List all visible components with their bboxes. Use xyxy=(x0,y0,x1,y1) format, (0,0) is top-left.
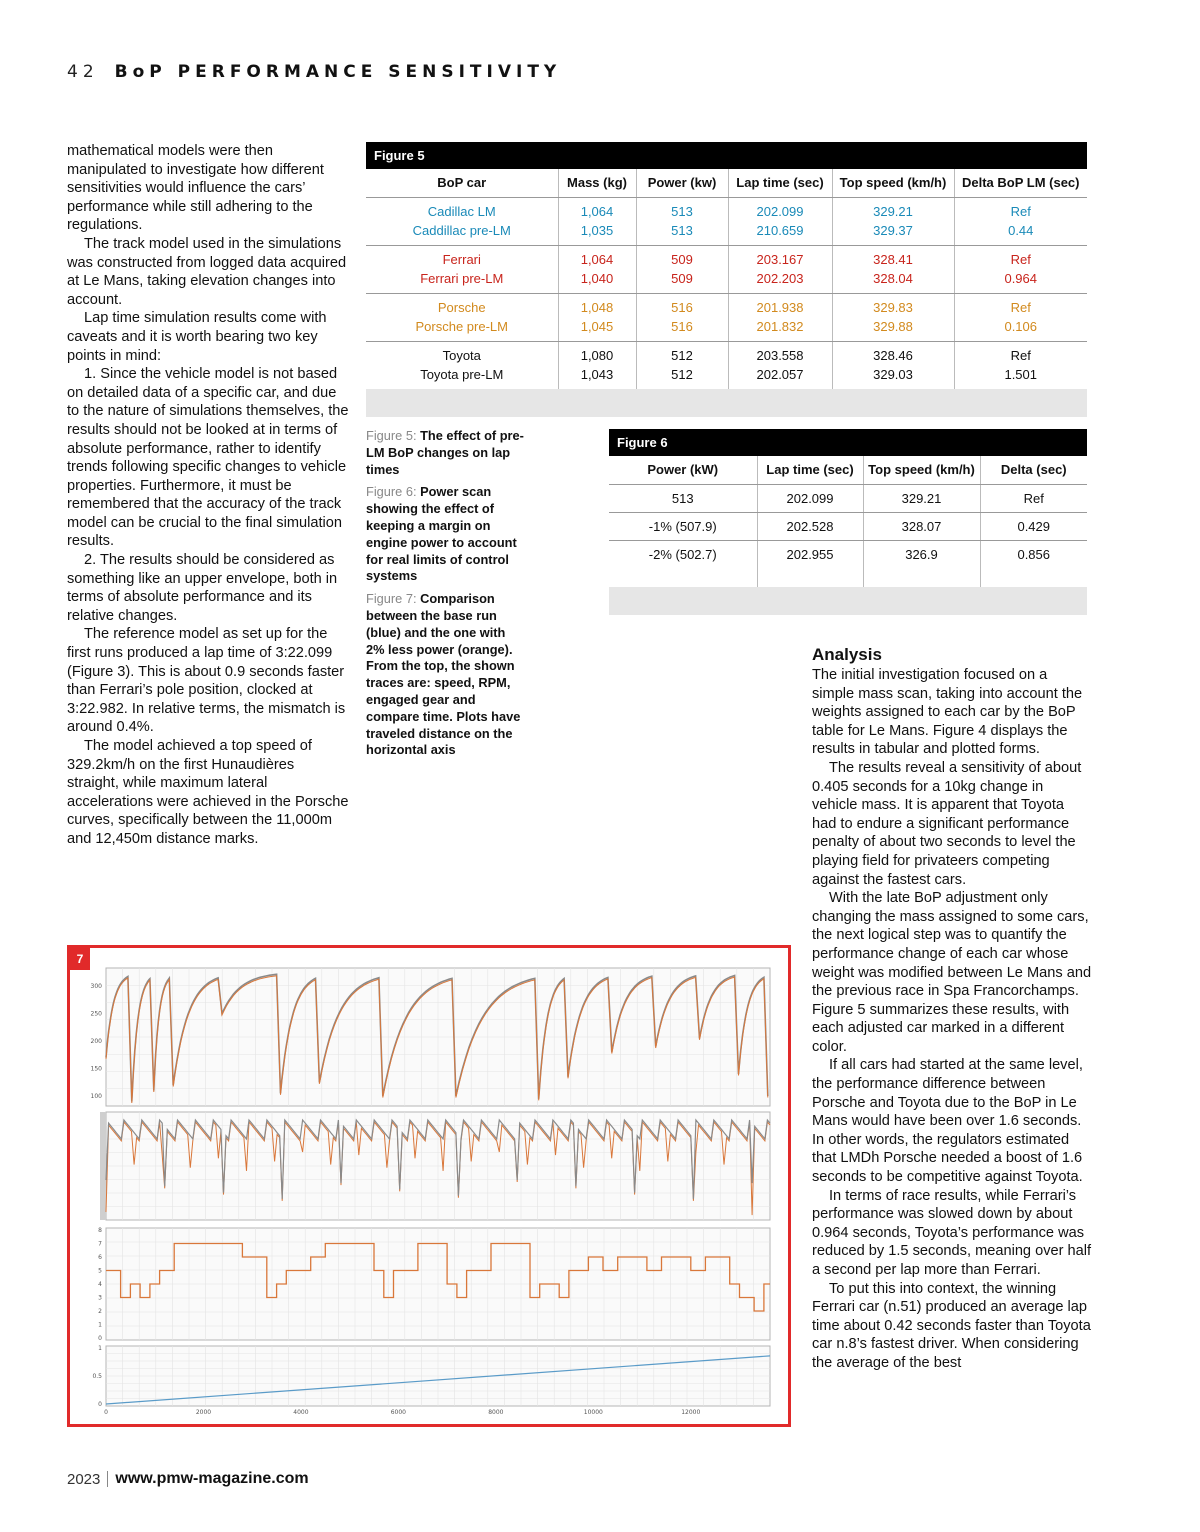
left-column-text xyxy=(67,142,349,849)
body-paragraph: The track model used in the simulations was constructed from logged data acquired at Le Mans, taking elevation changes into account. xyxy=(67,235,347,308)
caption-label: Figure 5: xyxy=(366,428,417,443)
body-paragraph: The results reveal a sensitivity of about 0.405 seconds for a 10kg change in vehicle mass. It is apparent that Toyota had to endure a significant performance penalty of about two seconds to level the playing field for privateers competing against the fastest cars. xyxy=(812,759,1082,888)
table-cell: 1,040 xyxy=(580,271,614,286)
table-cell: 512 xyxy=(671,347,693,363)
body-paragraph: If all cars had started at the same level, the performance difference between Porsche and Toyota due to the BoP in Le Mans would have been over 1.6 seconds. In other words, the regulators estimated that LMDh Porsche needed a boost of 1.6 seconds to be competitive against Toyota. xyxy=(812,1057,1083,1186)
table-cell: 329.03 xyxy=(873,367,913,382)
table-cell: 328.46 xyxy=(873,347,913,363)
table-cell: 326.9 xyxy=(863,540,980,587)
table-cell: Ref xyxy=(1010,299,1031,315)
table-cell: 329.21 xyxy=(873,203,913,219)
figure-6-footer-bar xyxy=(609,587,1087,615)
table-row-toyota xyxy=(366,341,1087,389)
distance-tick-label: 12000 xyxy=(681,1409,701,1416)
speed-tick-label: 200 xyxy=(90,1038,102,1045)
speed-tick-label: 100 xyxy=(90,1093,102,1100)
table-cell: 0.106 xyxy=(1004,319,1038,334)
gear-tick-label: 5 xyxy=(98,1267,102,1275)
distance-tick-label: 10000 xyxy=(583,1409,603,1416)
table-cell: 1,064 xyxy=(580,251,614,267)
table-cell: Caddillac pre-LM xyxy=(412,223,511,238)
footer-divider xyxy=(107,1471,108,1487)
table-cell: 202.955 xyxy=(757,540,863,587)
table-row xyxy=(609,484,1087,512)
table-cell: 202.528 xyxy=(757,512,863,540)
body-paragraph: 2. The results should be considered as something like an upper envelope, both in terms of absolute performance and its relative changes. xyxy=(67,552,338,624)
table-cell: 328.41 xyxy=(873,251,913,267)
table-cell: 1,048 xyxy=(580,299,614,315)
table-cell: Toyota xyxy=(442,347,481,363)
speed-tick-label: 150 xyxy=(90,1065,102,1073)
body-paragraph: The reference model as set up for the first runs produced a lap time of 3:22.099 (Figure 3). This is about 0.9 seconds faster than Ferrari’s pole position, clocked at 3:22.982. In relative terms, the mismatch is around 0.4%. xyxy=(67,626,346,736)
distance-tick-label: 2000 xyxy=(195,1409,212,1416)
caption-text: The effect of pre-LM BoP changes on lap times xyxy=(366,428,524,477)
table-cell: 1,043 xyxy=(580,367,614,382)
table-cell: 509 xyxy=(671,271,693,286)
table-cell: Porsche xyxy=(437,299,486,315)
body-paragraph: The model achieved a top speed of 329.2km/h on the first Hunaudières straight, while maximum lateral accelerations were achieved in the Porsche curves, specifically between the 11,000m and 12,450m distance marks. xyxy=(67,738,349,847)
table-cell: 1,045 xyxy=(580,319,614,334)
gear-tick-label: 1 xyxy=(98,1321,102,1329)
col-header: Power (kw) xyxy=(636,169,728,197)
caption-text: Comparison between the base run (blue) and the one with 2% less power (orange). From the top, the shown traces are: speed, RPM, engaged gear and compare time. Plots have traveled distance on the horizontal axis xyxy=(366,591,521,758)
col-header: Mass (kg) xyxy=(558,169,636,197)
table-cell: -1% (507.9) xyxy=(609,512,757,540)
table-cell: 516 xyxy=(671,299,693,315)
table-cell: Ferrari xyxy=(442,251,481,267)
caption-figure-6 xyxy=(366,484,526,585)
table-cell: 513 xyxy=(671,223,693,238)
table-cell: 1.501 xyxy=(1004,367,1038,382)
table-cell: 202.057 xyxy=(756,367,804,382)
table-cell: 202.099 xyxy=(757,484,863,512)
table-cell: Porsche pre-LM xyxy=(415,319,508,334)
table-cell: Ref xyxy=(1010,203,1031,219)
body-paragraph: 1. Since the vehicle model is not based on detailed data of a specific car, and due to the nature of simulations themselves, the results should not be looked at in terms of absolute performance, rather to identify trends following specific changes to vehicle properties. Furthermore, it must be remembered that the accuracy of the track model can be crucial to the final simulation results. xyxy=(67,366,349,550)
table-cell: 328.07 xyxy=(863,512,980,540)
distance-tick-label: 8000 xyxy=(488,1409,504,1416)
table-cell: 0.44 xyxy=(1008,223,1034,238)
page-header xyxy=(67,62,561,82)
table-cell: 516 xyxy=(671,319,693,334)
table-cell: 329.88 xyxy=(873,319,913,334)
table-cell: Ref xyxy=(1010,251,1031,267)
table-cell: 210.659 xyxy=(756,223,804,238)
table-cell: Ref xyxy=(980,484,1087,512)
gear-tick-label: 8 xyxy=(98,1227,102,1234)
table-cell: 329.21 xyxy=(863,484,980,512)
analysis-heading: Analysis xyxy=(812,645,882,664)
col-header: Top speed (km/h) xyxy=(832,169,954,197)
col-header: Lap time (sec) xyxy=(757,456,863,484)
gear-tick-label: 6 xyxy=(98,1254,102,1261)
body-paragraph: With the late BoP adjustment only changing the mass assigned to some cars, the next logical step was to quantify the performance change of each car whose weight was modified between Le Mans and the previous race in Spa Francorchamps. Figure 5 summarizes these results, with each adjusted car marked in a different color. xyxy=(812,890,1092,1055)
speed-tick-label: 250 xyxy=(90,1010,102,1018)
page-footer xyxy=(67,1470,309,1488)
table-cell: 328.04 xyxy=(873,271,913,286)
table-row xyxy=(609,540,1087,587)
time-tick-label: 0.5 xyxy=(92,1373,102,1380)
figure-6-table xyxy=(609,429,1087,615)
table-cell: 0.429 xyxy=(980,512,1087,540)
section-title: BoP PERFORMANCE SENSITIVITY xyxy=(114,62,562,82)
gear-tick-label: 7 xyxy=(98,1240,102,1248)
table-row-porsche xyxy=(366,293,1087,341)
body-paragraph: The initial investigation focused on a simple mass scan, taking into account the weights assigned to each car by the BoP table for Le Mans. Figure 4 displays the results in tabular and plotted forms. xyxy=(812,667,1083,758)
time-tick-label: 1 xyxy=(98,1345,102,1352)
table-cell: 509 xyxy=(671,251,693,267)
table-cell: 203.167 xyxy=(756,251,804,267)
col-header: Lap time (sec) xyxy=(728,169,832,197)
caption-text: Power scan showing the effect of keeping a margin on engine power to account for real limits of control systems xyxy=(366,484,517,584)
table-cell: Toyota pre-LM xyxy=(420,367,504,382)
table-cell: 0.856 xyxy=(1017,546,1051,562)
table-cell: 201.938 xyxy=(756,299,804,315)
gear-tick-label: 2 xyxy=(98,1308,102,1315)
figure-7-svg xyxy=(70,948,788,1424)
table-cell: 0.964 xyxy=(1004,271,1038,286)
table-cell: 202.099 xyxy=(756,203,804,219)
figure-5-footer-bar xyxy=(366,389,1087,417)
figure-7-badge: 7 xyxy=(70,948,90,970)
table-cell: 1,035 xyxy=(580,223,614,238)
distance-tick-label: 4000 xyxy=(293,1409,309,1416)
table-cell: 1,080 xyxy=(580,347,614,363)
table-cell: 201.832 xyxy=(756,319,804,334)
figure-6-title: Figure 6 xyxy=(609,429,1087,456)
body-paragraph: mathematical models were then manipulated to investigate how different sensitivities would influence the cars’ performance while still adhering to the regulations. xyxy=(67,143,324,234)
body-paragraph: In terms of race results, while Ferrari’s performance was slowed down by about 0.964 seconds, Toyota’s performance was reduced by 1.5 seconds, meaning over half a second per lap more than Ferrari. xyxy=(812,1187,1092,1278)
figure-5-title: Figure 5 xyxy=(366,142,1087,169)
table-cell: Ref xyxy=(1010,347,1031,363)
right-column-text xyxy=(812,645,1092,1373)
col-header: Power (kW) xyxy=(609,456,757,484)
table-cell: 513 xyxy=(609,484,757,512)
table-cell: Ferrari pre-LM xyxy=(420,271,504,286)
footer-url: www.pmw-magazine.com xyxy=(115,1470,309,1487)
gear-tick-label: 3 xyxy=(98,1294,102,1302)
speed-tick-label: 300 xyxy=(90,983,102,990)
gear-tick-label: 0 xyxy=(98,1335,102,1342)
figure-5-table xyxy=(366,142,1087,417)
caption-figure-7 xyxy=(366,591,526,759)
distance-tick-label: 0 xyxy=(104,1409,108,1416)
page-number: 42 xyxy=(67,62,99,82)
rpm-scroll-strip xyxy=(100,1112,106,1220)
gear-tick-label: 4 xyxy=(98,1281,102,1288)
table-row-cadillac xyxy=(366,197,1087,245)
table-row xyxy=(609,512,1087,540)
col-header: Delta BoP LM (sec) xyxy=(954,169,1087,197)
caption-label: Figure 7: xyxy=(366,591,417,607)
table-cell: 202.203 xyxy=(756,271,804,286)
distance-tick-label: 6000 xyxy=(390,1409,407,1416)
table-cell: 329.83 xyxy=(873,299,913,315)
caption-figure-5 xyxy=(366,428,526,478)
table-cell: 203.558 xyxy=(756,347,804,363)
figure-captions xyxy=(366,428,526,765)
col-header: Delta (sec) xyxy=(980,456,1087,484)
table-cell: 329.37 xyxy=(873,223,913,238)
col-header: BoP car xyxy=(366,169,558,197)
table-cell: Cadillac LM xyxy=(427,203,496,219)
table-cell: 512 xyxy=(671,367,693,382)
figure-7-plot xyxy=(67,945,791,1427)
table-cell: 513 xyxy=(671,203,693,219)
table-cell: 1,064 xyxy=(580,203,614,219)
body-paragraph: To put this into context, the winning Ferrari car (n.51) produced an average lap time about 0.42 seconds faster than Toyota car n.8’s fastest driver. When considering the average of the best xyxy=(812,1280,1091,1371)
footer-year: 2023 xyxy=(67,1470,101,1488)
body-paragraph: Lap time simulation results come with caveats and it is worth bearing two key points in mind: xyxy=(67,310,327,364)
table-cell: -2% (502.7) xyxy=(609,540,757,587)
time-tick-label: 0 xyxy=(98,1401,102,1408)
table-row-ferrari xyxy=(366,245,1087,293)
col-header: Top speed (km/h) xyxy=(863,456,980,484)
caption-label: Figure 6: xyxy=(366,484,417,500)
